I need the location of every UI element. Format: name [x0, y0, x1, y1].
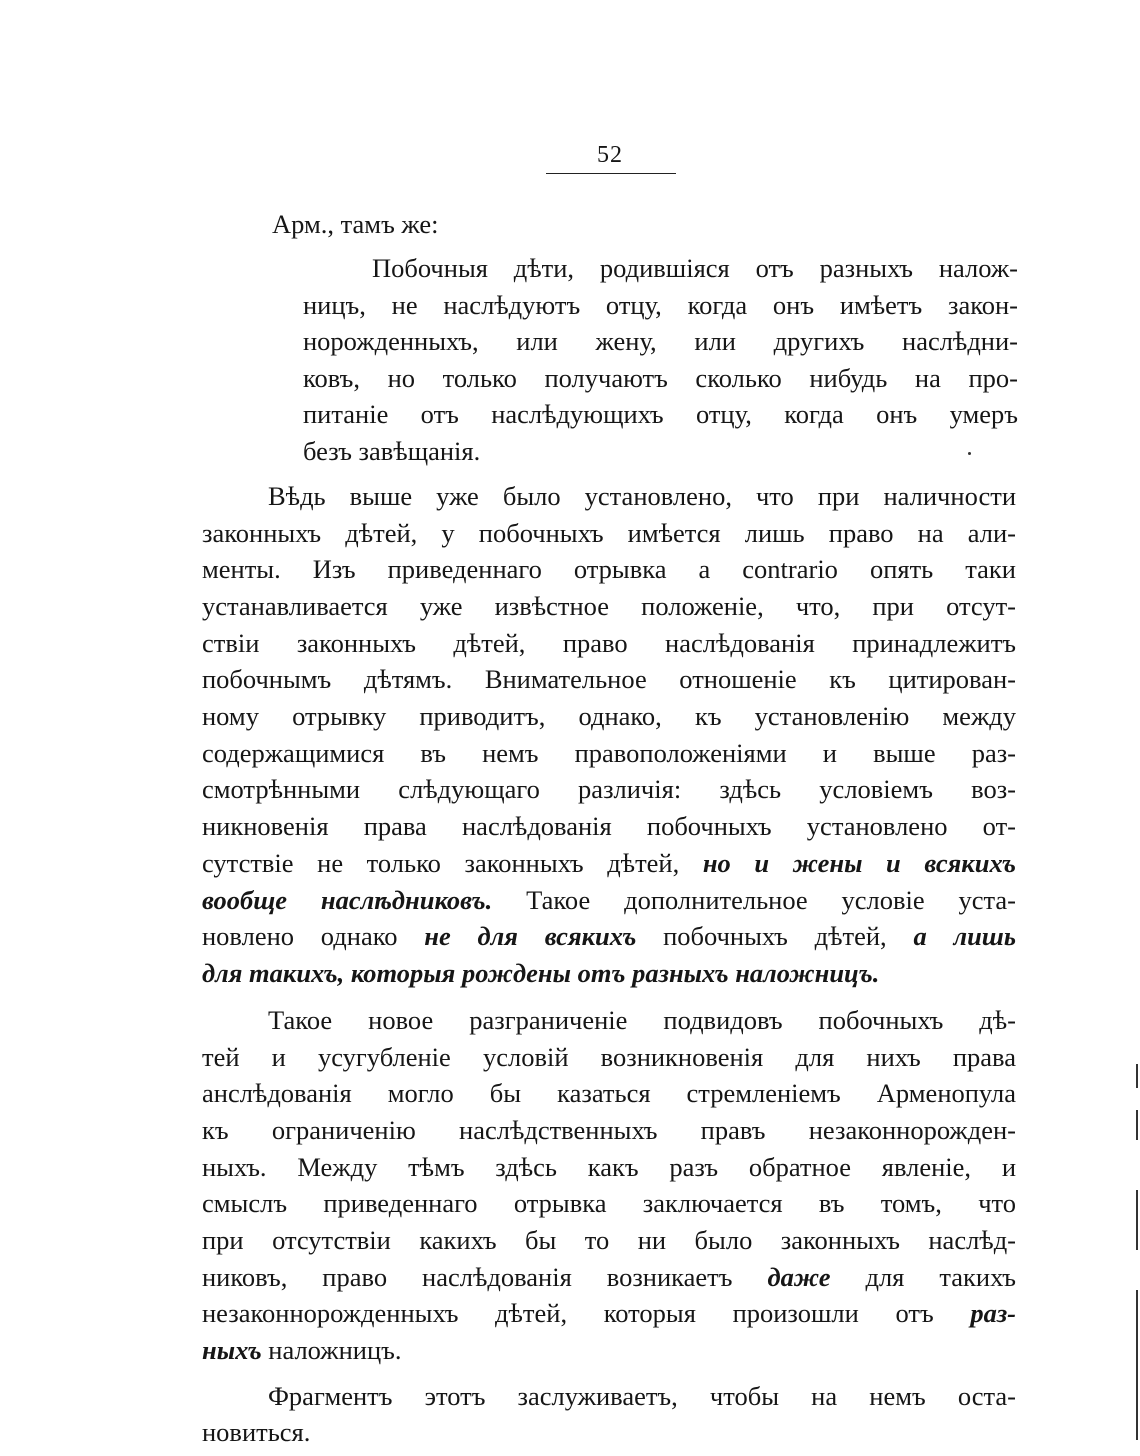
page-number-rule — [546, 173, 676, 174]
italic-span: а лишь — [913, 921, 1016, 951]
paragraph-line — [202, 955, 1016, 991]
quote-line: безъ завѣщанія. — [303, 436, 481, 466]
quote-line: норожденныхъ, или жену, или другихъ наслѣдни- — [303, 326, 1018, 356]
italic-span: ныхъ — [202, 1335, 262, 1365]
page-number: 52 — [597, 142, 623, 168]
paragraph-line: Фрагментъ этотъ заслуживаетъ, чтобы на немъ оста- — [268, 1381, 1016, 1411]
paragraph-line: смыслъ приведеннаго отрывка заключается въ томъ, что — [202, 1188, 1016, 1218]
paragraph-line: устанавливается уже извѣстное положеніе, что, при отсут- — [202, 591, 1016, 621]
paragraph-line — [202, 1259, 1016, 1295]
text-span: наложницъ. — [268, 1335, 402, 1365]
paragraph-line: ныхъ. Между тѣмъ здѣсь какъ разъ обратное явленіе, и — [202, 1152, 1016, 1182]
paragraph-line — [202, 882, 1016, 918]
text-span: Такое дополнительное условіе уста- — [526, 885, 1017, 915]
text-span: сутствіе не только законныхъ дѣтей, — [202, 848, 680, 878]
italic-span: для такихъ, которыя рождены отъ разныхъ наложницъ. — [202, 958, 880, 988]
scan-edge-mark — [1136, 1110, 1138, 1140]
scan-edge-mark — [1136, 1290, 1138, 1440]
paragraph-line — [202, 1295, 1016, 1331]
paragraph-line: анслѣдованія могло бы казаться стремленіемъ Арменопула — [202, 1078, 1016, 1108]
paragraph-line: тей и усугубленіе условій возникновенія для нихъ права — [202, 1042, 1016, 1072]
text-span: никовъ, право наслѣдованія возникаетъ — [202, 1262, 733, 1292]
paragraph-line — [202, 1332, 1016, 1368]
paragraph-line: законныхъ дѣтей, у побочныхъ имѣется лишь право на али- — [202, 518, 1016, 548]
paragraph-line — [202, 918, 1016, 954]
paragraph-line: Такое новое разграниченіе подвидовъ побочныхъ дѣ- — [268, 1005, 1016, 1035]
paragraph-line: побочнымъ дѣтямъ. Внимательное отношеніе къ цитирован- — [202, 664, 1016, 694]
paragraph-line: Вѣдь выше уже было установлено, что при наличности — [268, 481, 1016, 511]
paragraph-line — [202, 845, 1016, 881]
text-span: незаконнорожденныхъ дѣтей, которыя произошли отъ — [202, 1298, 934, 1328]
paragraph-line: менты. Изъ приведеннаго отрывка a contrario опять таки — [202, 554, 1016, 584]
paragraph-line: ствіи законныхъ дѣтей, право наслѣдованія принадлежитъ — [202, 628, 1016, 658]
paragraph-line: смотрѣнными слѣдующаго различія: здѣсь условіемъ воз- — [202, 774, 1016, 804]
heading: Арм., тамъ же: — [272, 209, 439, 239]
italic-span: даже — [767, 1262, 831, 1292]
italic-span: раз- — [970, 1298, 1016, 1328]
print-speck — [968, 452, 971, 455]
paragraph-line: при отсутствіи какихъ бы то ни было законныхъ наслѣд- — [202, 1225, 1016, 1255]
text-span: новлено однако — [202, 921, 398, 951]
paragraph-line: никновенія права наслѣдованія побочныхъ установлено от- — [202, 811, 1016, 841]
quote-line: питаніе отъ наслѣдующихъ отцу, когда онъ умеръ — [303, 399, 1018, 429]
paragraph-line: новиться. — [202, 1417, 311, 1447]
text-span: для такихъ — [865, 1262, 1017, 1292]
scan-edge-mark — [1136, 1064, 1138, 1088]
text-span: побочныхъ дѣтей, — [663, 921, 887, 951]
paragraph-line: содержащимися въ немъ правоположеніями и выше раз- — [202, 738, 1016, 768]
quote-line: ницъ, не наслѣдуютъ отцу, когда онъ имѣетъ закон- — [303, 290, 1018, 320]
paragraph-line: къ ограниченію наслѣдственныхъ правъ незаконнорожден- — [202, 1115, 1016, 1145]
italic-span: не для всякихъ — [424, 921, 637, 951]
scan-edge-mark — [1136, 1190, 1138, 1250]
quote-line: Побочныя дѣти, родившіяся отъ разныхъ налож- — [372, 253, 1018, 283]
italic-span: вообще наслѣдниковъ. — [202, 885, 493, 915]
paragraph-line: ному отрывку приводитъ, однако, къ установленію между — [202, 701, 1016, 731]
quote-line: ковъ, но только получаютъ сколько нибудь на про- — [303, 363, 1018, 393]
italic-span: но и жены и всякихъ — [702, 848, 1017, 878]
